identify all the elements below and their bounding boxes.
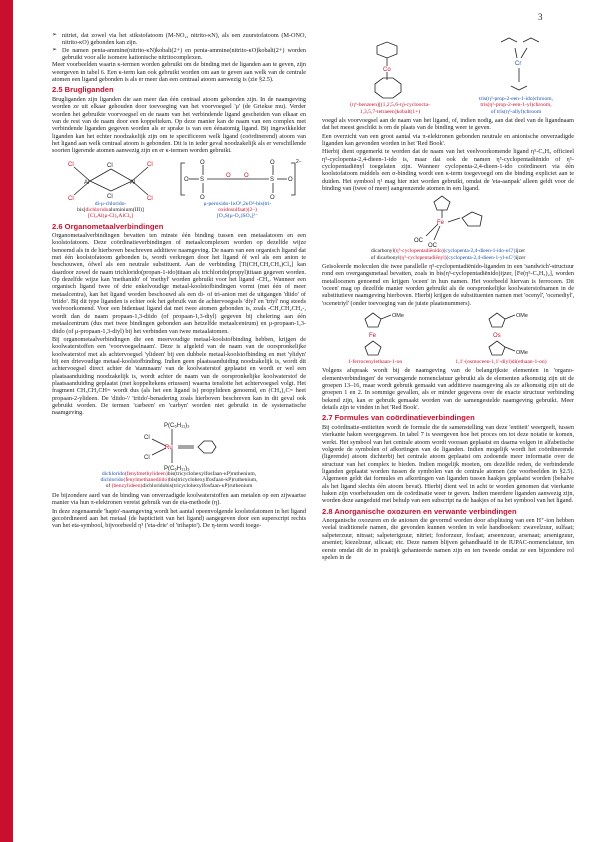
caption-formula: [Cl₂Al(μ-Cl)₂AlCl₂] xyxy=(87,213,134,220)
bullet-list xyxy=(52,32,306,61)
peroxido-structure xyxy=(173,157,303,220)
svg-text:O: O xyxy=(269,159,275,166)
paragraph: Een overzicht van een groot aantal via π-elektronen gebonden neutrale en anionische onverzadigde liganden kan gevonden worden in het 'Red Book'. xyxy=(322,132,574,147)
caption-text: dichlorido xyxy=(100,477,124,484)
svg-text:Cl: Cl xyxy=(146,195,153,201)
caption-text: of xyxy=(105,483,112,490)
carbonyl-label: OC xyxy=(414,238,423,245)
caption-text: ijzer xyxy=(515,248,526,255)
fe-label: Fe xyxy=(437,220,445,227)
section-heading: 2.5 Brugliganden xyxy=(52,85,114,95)
bullet-item: ➢ nitriet, dat zowel via het stikstofatoom (M-NO₂, nitrito-κN), als een zuurstofatoom (M-ONO, nitrito-κO) gebonden kan zijn. xyxy=(62,32,306,47)
caption-line: μ-peroxido-1κO¹,2κO²-bis(tri- xyxy=(203,200,272,207)
paragraph: In deze zogenaamde 'hapto'-naamgeving wordt het aantal opeenvolgende koolstofatomen in het ligand gecoördineerd aan het metaal (de hapticiteit van het ligand) aangegeven door een superscript rechts van het eta-symbool, bijvoorbeeld η³ ('eta-drie' of 'trihapto'). De η-term wordt toege- xyxy=(52,507,306,530)
caption-line: oxidosulfaat)(2–) xyxy=(218,206,257,213)
diacetylosmocene xyxy=(431,309,571,365)
svg-text:Cl: Cl xyxy=(106,162,113,169)
bridging-ligand-figure xyxy=(52,157,306,220)
caption-line: tris(η³-prop-2-een-1-ido)chroom, xyxy=(478,96,554,102)
caption-text: dichlorido xyxy=(101,470,125,477)
svg-text:Cl: Cl xyxy=(146,161,153,168)
chloride-label: Cl xyxy=(144,454,150,461)
svg-text:Cl: Cl xyxy=(106,193,113,200)
svg-text:O: O xyxy=(243,172,249,179)
page-number: 3 xyxy=(538,12,543,22)
paragraph: Anorganische oxozuren en de anionen die gevormd worden door afsplitsing van een H⁺-ion hebben veelal traditionele namen, die gevonden kunnen worden in vele handboeken: zwavelzuur, sulfaat; salpeterzuur, nitraat; salpeterigzuur, nitriet; fosforzuur, fosfaat; arseenzuur, arsenaat; arsenigzuur, arseniet; kiezelzuur, silicaat; etc. Deze namen blijven gehandhaafd in de IUPAC-nomenclatuur, ten eerste omdat dit de in praktijk gehanteerde namen zijn en ten tweede omdat ze een bijzondere rol spelen in de xyxy=(322,517,574,561)
section-heading: 2.8 Anorganische oxozuren en verwante verbindingen xyxy=(322,506,517,516)
ferrocene-figure xyxy=(322,309,574,365)
caption-text: of dicarbonyl xyxy=(370,254,400,261)
svg-text:S: S xyxy=(199,176,204,183)
svg-text:O: O xyxy=(225,172,231,179)
paragraph: Brugliganden zijn liganden die aan meer dan één centraal atoom gebonden zijn. In de naamgeving worden ze uit elkaar gehouden door toevoeging van het voorvoegsel 'μ' (de Griekse mu). Verder worden het gebruikte voorvoegsel en de naam van het verbindende ligand gescheiden van elkaar en van de rest van de naam door een koppelteken. Op deze manier kan de naam van een complex met verbindende liganden gegeven worden als er sprake is van een éénatomig ligand. Bij ingewikkelder liganden kan het echter noodzakelijk zijn om te specificeren welk ligand (coördinerend) atoom van het ligand aan welk centraal atoom is gebonden. Dit is in ieder geval noodzakelijk als er verschillende soorten ligerende atomen aanwezig zijn en er κ-termen worden gebruikt. xyxy=(52,95,306,155)
acetylferrocene-diagram xyxy=(325,309,425,359)
paragraph: voegd als voorvoegsel aan de naam van het ligand, of, indien nodig, aan dat deel van de ligandnaam dat het meest geschikt is om de plaats van de binding weer te geven. xyxy=(322,116,574,132)
fe-cp-diagram xyxy=(322,194,574,248)
cr-label: Cr xyxy=(515,61,522,67)
caption-highlight: (cyclopenta-2,4-dieen-1-ido-κC¹) xyxy=(443,248,516,255)
chromium-complex xyxy=(461,34,571,115)
svg-text:2−: 2− xyxy=(295,158,302,165)
phosphine-top-label: P(C₆H₁₁)₃ xyxy=(164,422,190,429)
caption-highlight: dichlorido xyxy=(85,206,109,213)
svg-text:O: O xyxy=(199,159,205,166)
section-heading: 2.6 Organometaalverbindingen xyxy=(52,221,164,231)
caption-text: bis(tricyclohexylfosfaan-κP)ruthenium, xyxy=(169,477,258,484)
carbonyl-label: OC xyxy=(428,243,437,249)
caption-highlight: (fenylmethylideen) xyxy=(124,470,168,477)
caption-text: bis(tricyclohexylfosfaan-κP)ruthenium, xyxy=(167,470,257,477)
fe-label: Fe xyxy=(369,332,377,339)
svg-text:Al: Al xyxy=(83,179,89,186)
bullet-item: ➢ De namen penta-ammine(nitrito-κN)kobalt(2+) en penta-ammine(nitrito-κO)kobalt(2+) worden gebruikt voor alle isomere kationische nitritocomplexen. xyxy=(62,47,306,62)
paragraph: De bijzondere aard van de binding van onverzadigde koolwaterstoffen aan metalen op een zijwaartse manier via hun π-elektronen vereist gebruik van de eta-methode (η). xyxy=(52,491,306,507)
peroxodisulfate-diagram xyxy=(173,157,303,201)
paragraph: Geïsoleerde moleculen die twee parallelle η⁵-cyclopentadiënido-liganden in een 'sandwich'-structuur rond een overgangsmetaal bevatten, zoals in bis(η⁵-cyclopentadiënido)ijzer, [Fe(η⁵-C₅H₅)₂], worden metallocenen genoemd en krijgen 'oceen' in hun namen. Het voorbeeld hiervan is ferroceen. Dit 'oceen' mag op dezelfde manier worden gebruikt als de oorspronkelijke koolwaterstofnamen in de substitutieve naamgeving hierboven. Hierbij krijgen de substituenten namen met 'ocenyl', 'ocenediyl', 'ocenetriyl' (onder toevoeging van de juiste plaatsnummers). xyxy=(322,262,574,307)
ruthenium-complex-diagram xyxy=(52,419,306,471)
co-label: Co xyxy=(383,67,391,74)
caption-text: dichloridobis(tricyclohexylfosfaan-κP)ruthenium xyxy=(142,483,253,490)
svg-text:Os: Os xyxy=(493,332,501,339)
red-side-bar xyxy=(0,0,13,842)
ome-label: OMe xyxy=(392,312,404,319)
left-column xyxy=(52,32,306,531)
paragraph: Hierbij dient opgemerkt te worden dat de naam van het veelvoorkomende ligand η⁵-C₅H₅ officieel η⁵-cyclopenta-2,4-dieen-1-ido is, maar dat ook de namen η⁵-cyclopentadiënido of η⁵-cyclopentadiënyl toegelaten zijn. Wanneer cyclopenta-2,4-dieen-1-ido coördineert via één koolstofatoom middels een σ-binding wordt een κ-term toegevoegd om die binding expliciet aan te duiden. Het symbool η¹ mag hier niet worden gebruikt, omdat de 'eta-aanpak' alleen geldt voor de binding van (twee of meer) aangrenzende atomen in een ligand. xyxy=(322,148,574,192)
svg-text:O: O xyxy=(199,194,205,201)
right-column xyxy=(322,32,574,562)
caption-line: tris(η³-prop-2-een-1-yl)chroom, xyxy=(480,102,552,109)
caption-formula: [O₃S(μ-O₂)SO₃]²⁻ xyxy=(216,213,259,220)
tris-allyl-chromium-diagram xyxy=(461,34,571,96)
paragraph: Bij organometaalverbindingen die een meervoudige metaal-koolstofbinding hebben, krijgen de koolwaterstoffen een 'voorvoegselnaam'. Deze is afgeleid van de naam van de oorspronkelijke koolwaterstof met als achtervoegsel 'ylideen' bij een dubbele metaal-koolstofbinding en met 'ylidyn' bij een drievoudige metaal-koolstofbinding. Indien geen plaatsaanduiding noodzakelijk is, wordt dit achtervoegsel direct achter de 'stamnaam' van de koolwaterstof geplaatst en wordt er wel een plaatsaanduiding noodzakelijk is, wordt achter de naam van de oorspronkelijke koolwaterstof de plaatsaanduiding geplaatst (met koppeltekens ertussen) waarna tenslotte het achtervoegsel volgt. Het fragment CH₃CH₂CH= wordt dus (als het een ligand is) propylideen genoemd, en (CH₃)₂C= heet propaan-2-ylideen. De 'diido-'/ 'triido'-benadering zoals hierboven beschreven kan in dit geval ook gebruikt worden. De termen 'carbeen' en 'carbyn' worden niet gebruikt in de systematische naamgeving. xyxy=(52,335,306,417)
paragraph: Organometaalverbindingen bevatten ten minste één binding tussen een metaalatoom en een koolstofatoom. Deze coördinatieverbindingen of metaalcomplexen worden op dezelfde wijze benoemd als in de hierboven beschreven additieve naamgeving. De naam van een organisch ligand dat met één koolstofatoom gebonden is, wordt verkregen door het ligand óf wel als een anion te beschouwen, ófwel als een neutrale substituent. Aan de verbinding [Ti(CH₂CH₂CH₃)Cl₃] kan daardoor zowel de naam trichlorido(propan-1-ido)titaan als trichlorido(propyl)titaan gegeven worden. Op dezelfde wijze kan 'methanido' of 'methyl' worden gebruikt voor het ligand -CH₃. Wanneer een organisch ligand twee of drie enkelvoudige metaal-koolstofbindingen vormt (met één of meer metaalcentra), kan het ligand worden beschouwd als een di- of tri-anion met de uitgangen 'diido' of 'triido'. Bij dit type liganden is echter ook het gebruik van de achtervoegsels 'diyl' en 'triyl' nog steeds veelvoorkomend. Voor een bidentaat ligand dat met twee atomen gebonden is, zoals -CH₂CH₂CH₂-, wordt dan de naam propaan-1,3-diido (of propaan-1,3-diyl) gegeven bij chelering aan één metaalcentrum (dus met twee bindingen gebonden aan hetzelfde metaalcentrum) en μ-propaan-1,3-diido (of μ-propaan-1,3-diyl) bij het verbinden van twee metaalatomen. xyxy=(52,232,306,335)
phosphine-bottom-label: P(C₆H₁₁)₃ xyxy=(164,465,190,471)
caption-highlight: (η⁵-cyclopentadiënido) xyxy=(394,248,444,255)
svg-text:O: O xyxy=(183,176,189,183)
svg-text:Cl: Cl xyxy=(67,195,74,201)
svg-text:S: S xyxy=(269,176,274,183)
caption-highlight: (cyclopenta-2,4-dieen-1-yl-κC¹) xyxy=(446,254,516,261)
caption-text: ijzer xyxy=(515,254,526,261)
aluminium-dimer-structure xyxy=(56,157,166,220)
paragraph: Volgens afspraak wordt bij de naamgeving van de belangrijkste elementen in 'organo-elementverbindingen' de vervangende nomenclatuur gebruikt als de elementen afkomstig zijn uit de groepen 13–16, maar wordt gebruik gemaakt van additieve naamgeving als ze afkomstig zijn uit de groepen 1 en 2. In sommige gevallen, als er minder gegevens over de exacte structuur verbinding bekend zijn, kan er gebruik gemaakt worden van de samengestelde naamgeving gebruikt. Meer details zijn te vinden in het 'Red Book'. xyxy=(322,367,574,411)
caption-text: bis[ xyxy=(77,206,86,213)
svg-text:O: O xyxy=(269,194,275,201)
diacetylosmocene-diagram xyxy=(431,309,571,359)
caption-line: (η⁶-benzeen)[(1,2,5,6-η)-cycloocta- xyxy=(350,102,430,109)
ome-label: OMe xyxy=(516,349,528,356)
chloride-label: Cl xyxy=(144,434,150,441)
caption-line: 1-ferrocenylethaan-1-on xyxy=(347,358,403,365)
iron-carbonyl-figure xyxy=(322,194,574,261)
svg-text:Al: Al xyxy=(129,179,135,186)
caption-highlight: (η⁵-cyclopentadiënyl) xyxy=(399,254,447,261)
caption-highlight: (fenylmethanediido) xyxy=(123,477,170,484)
caption-line: 1,3,5,7-tetraeen]kobalt(1+) xyxy=(359,108,421,115)
caption-line: of tris(η³-allyl)chroom xyxy=(490,108,542,115)
paragraph: Bij coördinatie-entiteiten wordt de formule die de samenstelling van deze 'entiteit' weergeeft, tussen vierkante haken weergegeven. In tabel 7 is weergeven hoe het proces om tot deze notatie te komen, werkt. Het symbool van het centrale atoom wordt vooraan geplaatst en daarna volgen in alfabetische volgorde de symbolen of afkortingen van de liganden. Indien mogelijk wordt het coördinerende (ligerende) atoom dichterbij het centrale atoom geplaatst om zodoende meer informatie over de structuur van het complex te bieden. Indien mogelijk moeten, om dezelfde reden, de verbindende liganden geplaatst worden tussen de symbolen van de centrale atomen (zie voorbeelden in §2.5). Algemeen geldt dat formules en afkortingen van liganden tussen haakjes geplaatst worden (behalve als het ligand slechts één atoom bevat). Hierbij dient wel in acht te worden genomen dat vierkante haken zijn voorbehouden om de coördinatie weer te geven. Indien meerdere liganden aanwezig zijn, worden deze aangeduid met behulp van een subscript na de haakjes of na het symbool van het ligand. xyxy=(322,423,574,505)
ru-label: Ru xyxy=(165,444,173,451)
paragraph: Meer voorbeelden waarin κ-termen worden gebruikt om de binding met de liganden aan te geven, zijn weergeven in tabel 6. Een κ-term kan ook gebruikt worden om aan te geven aan welk van de centrale atomen een ligand gebonden is als er meer dan een centraal atoom aanwezig is (zie §2.5). xyxy=(52,61,306,84)
caption-line: di-μ-chlorido- xyxy=(94,200,127,207)
svg-text:Cl: Cl xyxy=(67,161,74,168)
caption-text: dicarbonyl xyxy=(370,248,395,255)
svg-text:O: O xyxy=(287,176,293,183)
acetylferrocene xyxy=(325,309,425,365)
cobalt-complex xyxy=(325,40,455,115)
cobalt-sandwich-diagram xyxy=(325,40,455,102)
al2cl6-diagram xyxy=(56,157,166,201)
ome-label: OMe xyxy=(516,312,528,319)
caption-highlight: (benzylideen) xyxy=(111,483,143,490)
section-heading: 2.7 Formules van coördinatieverbindingen xyxy=(322,413,475,423)
hapto-figure xyxy=(322,34,574,115)
caption-text: aluminium(III)] xyxy=(108,206,144,213)
caption-line: 1,1'-(osmoceen-1,1'-diyl)di(ethaan-1-on) xyxy=(455,358,547,365)
grubbs-catalyst-figure xyxy=(52,419,306,490)
